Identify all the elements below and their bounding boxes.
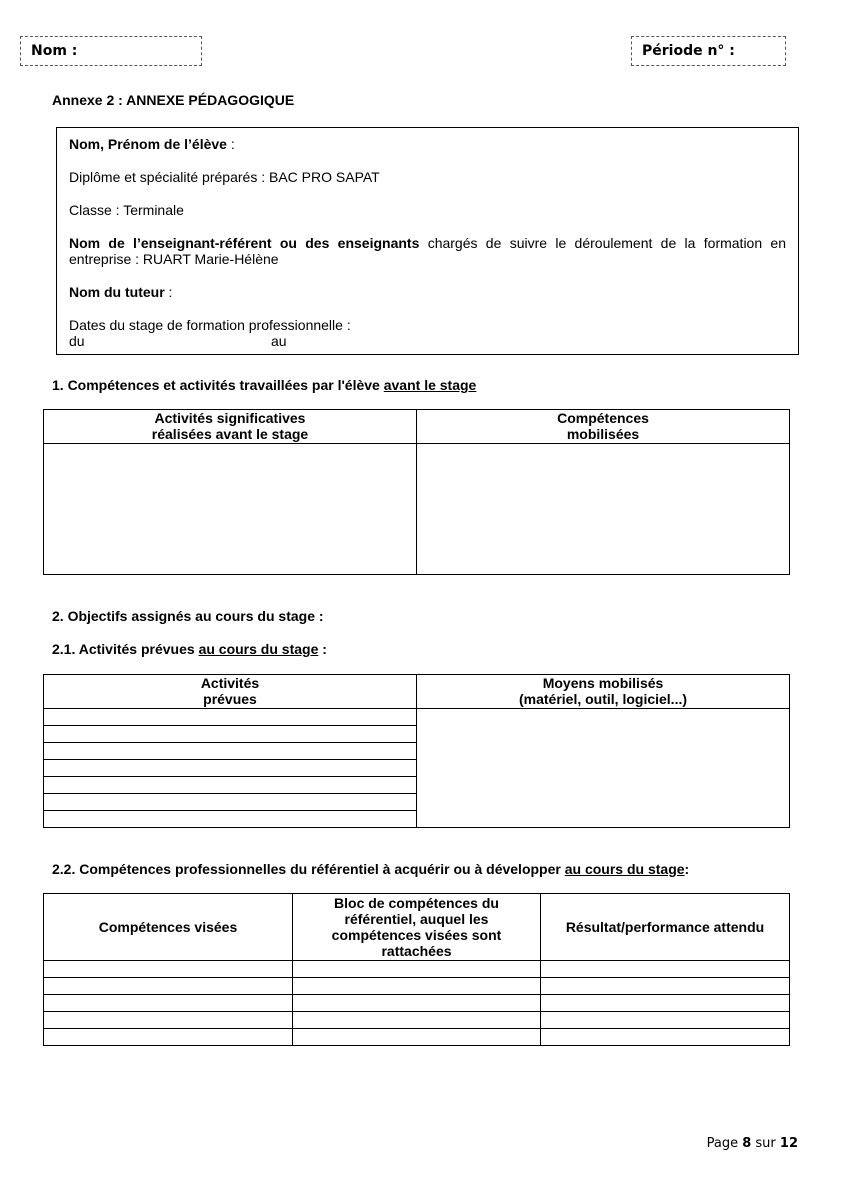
table-cell[interactable]	[293, 978, 541, 995]
table-before-stage	[43, 409, 790, 575]
activite-row-cell[interactable]	[44, 709, 417, 726]
tuteur-line: Nom du tuteur :	[69, 284, 173, 300]
dates-range	[69, 333, 786, 349]
student-info-box	[56, 127, 799, 355]
activite-row-cell[interactable]	[44, 760, 417, 777]
activite-row-cell[interactable]	[44, 794, 417, 811]
classe-line: Classe : Terminale	[69, 202, 184, 218]
col-competences-mobilisees: Compétences mobilisées	[417, 410, 790, 444]
table-cell[interactable]	[541, 1029, 790, 1046]
section2-title: 2. Objectifs assignés au cours du stage :	[52, 608, 324, 624]
col-activites-significatives: Activités significatives réalisées avant le stage	[44, 410, 417, 444]
table-cell[interactable]	[293, 961, 541, 978]
enseignant-label: Nom de l’enseignant-référent ou des enseignants	[69, 235, 420, 251]
table-cell[interactable]	[541, 1012, 790, 1029]
section1-title: 1. Compétences et activités travaillées par l'élève avant le stage	[52, 377, 477, 393]
table-cell[interactable]	[293, 995, 541, 1012]
diplome-line: Diplôme et spécialité préparés : BAC PRO SAPAT	[69, 169, 380, 185]
nom-label: Nom :	[31, 43, 78, 59]
table-cell[interactable]	[541, 995, 790, 1012]
annexe-title: Annexe 2 : ANNEXE PÉDAGOGIQUE	[52, 92, 295, 108]
table-competences-visees	[43, 893, 790, 1046]
au-label: au	[271, 333, 287, 349]
tuteur-label: Nom du tuteur	[69, 284, 165, 300]
activite-row-cell[interactable]	[44, 726, 417, 743]
table-cell[interactable]	[293, 1029, 541, 1046]
table-cell[interactable]	[44, 1012, 293, 1029]
cell-activites-input[interactable]	[44, 444, 417, 575]
dates-line: Dates du stage de formation professionnelle :	[69, 317, 351, 333]
cell-competences-input[interactable]	[417, 444, 790, 575]
col-activites-prevues: Activités prévues	[44, 675, 417, 709]
nom-field[interactable]	[20, 36, 202, 66]
enseignant-line: Nom de l’enseignant-référent ou des enseignants chargés de suivre le déroulement de la formation en entreprise : RUART Marie-Hélène	[69, 235, 787, 267]
table-cell[interactable]	[44, 961, 293, 978]
table-activites-prevues	[43, 674, 790, 828]
du-label: du	[69, 333, 85, 349]
col-competences-visees: Compétences visées	[44, 894, 293, 961]
col-moyens-mobilises: Moyens mobilisés (matériel, outil, logiciel...)	[417, 675, 790, 709]
periode-field[interactable]	[631, 36, 786, 66]
table-cell[interactable]	[293, 1012, 541, 1029]
activite-row-cell[interactable]	[44, 777, 417, 794]
table-cell[interactable]	[44, 978, 293, 995]
col-bloc-competences: Bloc de compétences du référentiel, auquel les compétences visées sont rattachées	[293, 894, 541, 961]
periode-label: Période n° :	[642, 43, 735, 59]
table-cell[interactable]	[541, 961, 790, 978]
table-cell[interactable]	[44, 1029, 293, 1046]
activite-row-cell[interactable]	[44, 743, 417, 760]
page-number: Page 8 sur 12	[706, 1136, 798, 1151]
eleve-line: Nom, Prénom de l’élève :	[69, 136, 235, 152]
eleve-label: Nom, Prénom de l’élève	[69, 136, 227, 152]
table-cell[interactable]	[44, 995, 293, 1012]
section21-title: 2.1. Activités prévues au cours du stage :	[52, 641, 327, 657]
table-cell[interactable]	[541, 978, 790, 995]
activite-row-cell[interactable]	[44, 811, 417, 828]
section22-title: 2.2. Compétences professionnelles du référentiel à acquérir ou à développer au cours du stage:	[52, 861, 690, 877]
col-resultat-attendu: Résultat/performance attendu	[541, 894, 790, 961]
moyens-cell[interactable]	[417, 709, 790, 828]
